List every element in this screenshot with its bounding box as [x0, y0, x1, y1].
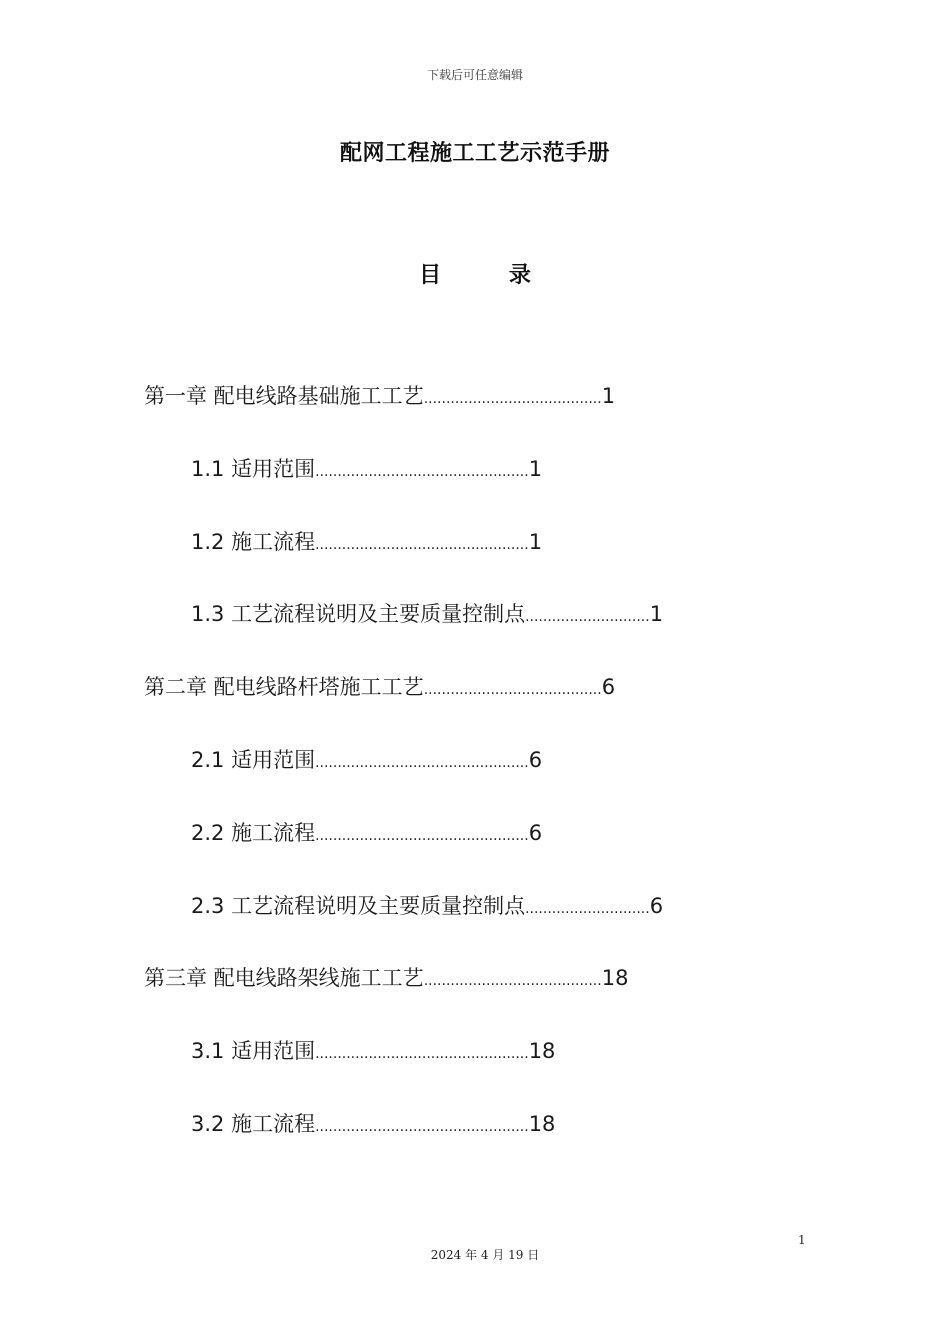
toc-leader-dots: ........................................	[423, 682, 602, 698]
toc-page-number: 1	[528, 530, 543, 554]
toc-entry-label: 2.3 工艺流程说明及主要质量控制点	[191, 894, 526, 918]
toc-leader-dots: ................................................	[315, 1119, 529, 1135]
toc-leader-dots: ........................................	[423, 391, 602, 407]
toc-page-number: 6	[649, 894, 664, 918]
page-number: 1	[798, 1233, 806, 1247]
toc-entry-label: 2.1 适用范围	[191, 748, 316, 772]
toc-leader-dots: ................................................	[315, 1046, 529, 1062]
toc-page-number: 18	[528, 1039, 556, 1063]
toc-entry-section-1-2[interactable]	[191, 524, 542, 560]
toc-entry-chapter-2[interactable]	[144, 669, 615, 705]
toc-entry-section-1-3[interactable]	[191, 596, 663, 632]
toc-entry-section-3-1[interactable]	[191, 1033, 555, 1069]
toc-heading: 目 录	[419, 263, 561, 288]
toc-leader-dots: ................................................	[315, 537, 529, 553]
toc-page-number: 18	[528, 1112, 556, 1136]
toc-page-number: 6	[528, 821, 543, 845]
toc-entry-section-2-2[interactable]	[191, 815, 542, 851]
toc-leader-dots: ................................................	[315, 755, 529, 771]
toc-page-number: 1	[649, 602, 664, 626]
toc-page-number: 1	[601, 384, 616, 408]
toc-leader-dots: ........................................	[423, 973, 602, 989]
header-note: 下载后可任意编辑	[426, 68, 523, 82]
toc-page-number: 1	[528, 457, 543, 481]
toc-entry-section-2-1[interactable]	[191, 742, 542, 778]
toc-page-number: 6	[601, 675, 616, 699]
toc-entry-label: 2.2 施工流程	[191, 821, 316, 845]
toc-entry-section-3-2[interactable]	[191, 1106, 555, 1142]
toc-entry-section-2-3[interactable]	[191, 888, 663, 924]
toc-leader-dots: ............................	[525, 609, 650, 625]
toc-entry-chapter-3[interactable]	[144, 960, 628, 996]
toc-entry-label: 第三章 配电线路架线施工工艺	[144, 966, 424, 990]
toc-entry-label: 1.1 适用范围	[191, 457, 316, 481]
toc-entry-label: 第一章 配电线路基础施工工艺	[144, 384, 424, 408]
toc-leader-dots: ................................................	[315, 828, 529, 844]
footer-date: 2024 年 4 月 19 日	[430, 1248, 540, 1262]
toc-entry-label: 1.2 施工流程	[191, 530, 316, 554]
toc-page-number: 18	[601, 966, 629, 990]
toc-entry-label: 第二章 配电线路杆塔施工工艺	[144, 675, 424, 699]
document-title: 配网工程施工工艺示范手册	[339, 141, 610, 166]
toc-entry-label: 1.3 工艺流程说明及主要质量控制点	[191, 602, 526, 626]
toc-entry-label: 3.2 施工流程	[191, 1112, 316, 1136]
toc-entry-chapter-1[interactable]	[144, 378, 615, 414]
toc-leader-dots: ................................................	[315, 464, 529, 480]
toc-page-number: 6	[528, 748, 543, 772]
toc-leader-dots: ............................	[525, 901, 650, 917]
toc-entry-section-1-1[interactable]	[191, 451, 542, 487]
toc-entry-label: 3.1 适用范围	[191, 1039, 316, 1063]
